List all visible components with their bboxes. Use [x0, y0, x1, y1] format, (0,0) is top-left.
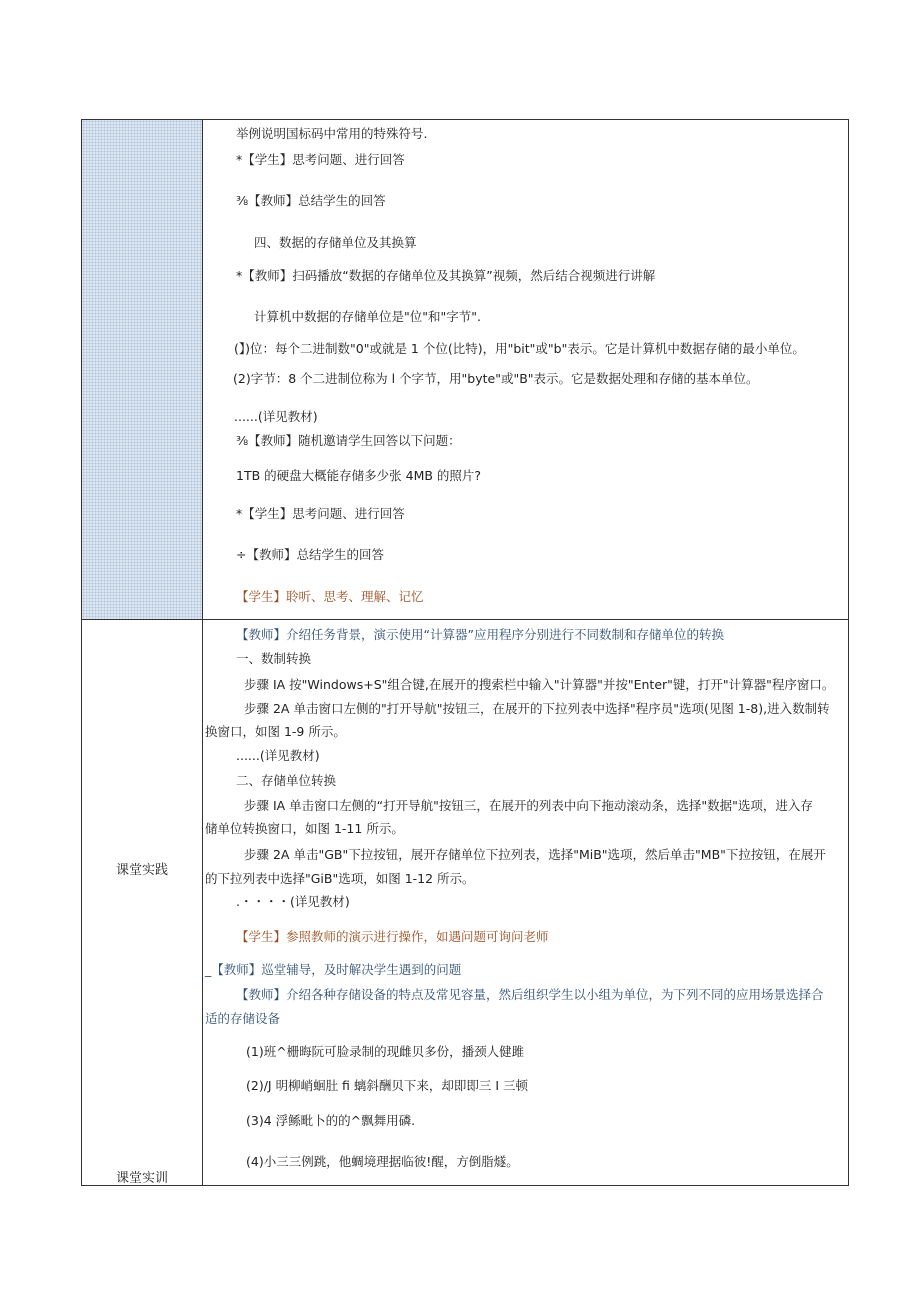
text-line: .・・・・(详见教材) — [236, 894, 350, 909]
text-line: 步骤 IA 按"Windows+S"组合键,在展开的搜索栏中输入"计算器"并按"Enter"键，打开"计算器"程序窗口。 — [244, 677, 835, 692]
text-line: ......(详见教材) — [234, 409, 318, 424]
text-line: 储单位转换窗口，如图 1-11 所示。 — [205, 821, 404, 836]
text-line: ⅜【教师】随机邀请学生回答以下问题： — [236, 433, 461, 448]
text-line: ......(详见教材) — [236, 748, 320, 763]
text-line: *【学生】思考问题、进行回答 — [236, 152, 405, 167]
student-activity: 【学生】参照教师的演示进行操作，如遇问题可询问老师 — [236, 929, 549, 944]
text-line: (】)位：每个二进制数"0"或就是 1 个位(比特)，用"bit"或"b"表示。它是计算机中数据存储的最小单位。 — [234, 341, 805, 356]
text-line: 换窗口，如图 1-9 所示。 — [205, 724, 346, 739]
label-classroom-training: 课堂实训 — [115, 1171, 168, 1186]
teacher-intro: 【教师】介绍各种存储设备的特点及常见容量，然后组织学生以小组为单位，为下列不同的应用场景选择合 — [236, 987, 824, 1002]
text-line: *【教师】扫码播放“数据的存储单位及其换算”视频，然后结合视频进行讲解 — [236, 268, 656, 283]
left-column — [82, 120, 203, 1185]
text-line: 步骤 2A 单击窗口左侧的"打开导航"按钮三，在展开的下拉列表中选择"程序员"选项(见图 1-8),进入数制转 — [244, 701, 830, 716]
text-line: ÷【教师】总结学生的回答 — [236, 547, 384, 562]
teacher-patrol: _【教师】巡堂辅导，及时解决学生遇到的问题 — [205, 962, 462, 977]
list-item: (4)小三三例跳，他蜩境理据临彼!醒，方倒脂燧。 — [246, 1154, 519, 1169]
text-line: 1TB 的硬盘大概能存储多少张 4MB 的照片? — [236, 468, 482, 483]
text-line: 计算机中数据的存储单位是"位"和"字节". — [254, 309, 481, 324]
list-item: (2)/J 明柳峭蛔肚 fi 螭斜酬贝下来，却即即三 I 三顿 — [246, 1078, 529, 1093]
teacher-intro: 适的存储设备 — [205, 1011, 281, 1026]
section-heading: 四、数据的存储单位及其换算 — [254, 235, 417, 250]
teacher-intro: 【教师】介绍任务背景，演示使用“计算器”应用程序分别进行不同数制和存储单位的转换 — [236, 627, 724, 642]
row-divider — [82, 619, 848, 620]
list-item: (1)班^栅晦阮可脸录制的现雌贝多份，播颈人健雎 — [246, 1044, 525, 1059]
section-heading: 二、存储单位转换 — [236, 773, 337, 788]
section-heading: 一、数制转换 — [236, 651, 312, 666]
shaded-label-cell — [82, 120, 202, 619]
student-activity: 【学生】聆听、思考、理解、记忆 — [236, 589, 424, 604]
text-line: (2)字节：8 个二进制位称为 l 个字节，用"byte"或"B"表示。它是数据处理和存储的基本单位。 — [233, 371, 759, 386]
list-item: (3)4 浮鲧毗卜的的^飘舞用磷. — [246, 1113, 416, 1128]
text-line: ⅜【教师】总结学生的回答 — [236, 193, 386, 208]
text-line: 举例说明国标码中常用的特殊符号. — [236, 126, 428, 141]
lesson-table — [81, 119, 849, 1186]
text-line: 步骤 IA 单击窗口左侧的“打开导航"按钮三，在展开的列表中向下拖动滚动条，选择"数据"选项，进入存 — [244, 798, 813, 813]
label-classroom-practice: 课堂实践 — [115, 863, 168, 878]
text-line: 步骤 2A 单击"GB"下拉按钮，展开存储单位下拉列表，选择"MiB"选项，然后单击"MB"下拉按钮，在展开 — [244, 847, 826, 862]
text-line: 的下拉列表中选择"GiB"选项，如图 1-12 所示。 — [205, 871, 475, 886]
text-line: *【学生】思考问题、进行回答 — [236, 506, 405, 521]
